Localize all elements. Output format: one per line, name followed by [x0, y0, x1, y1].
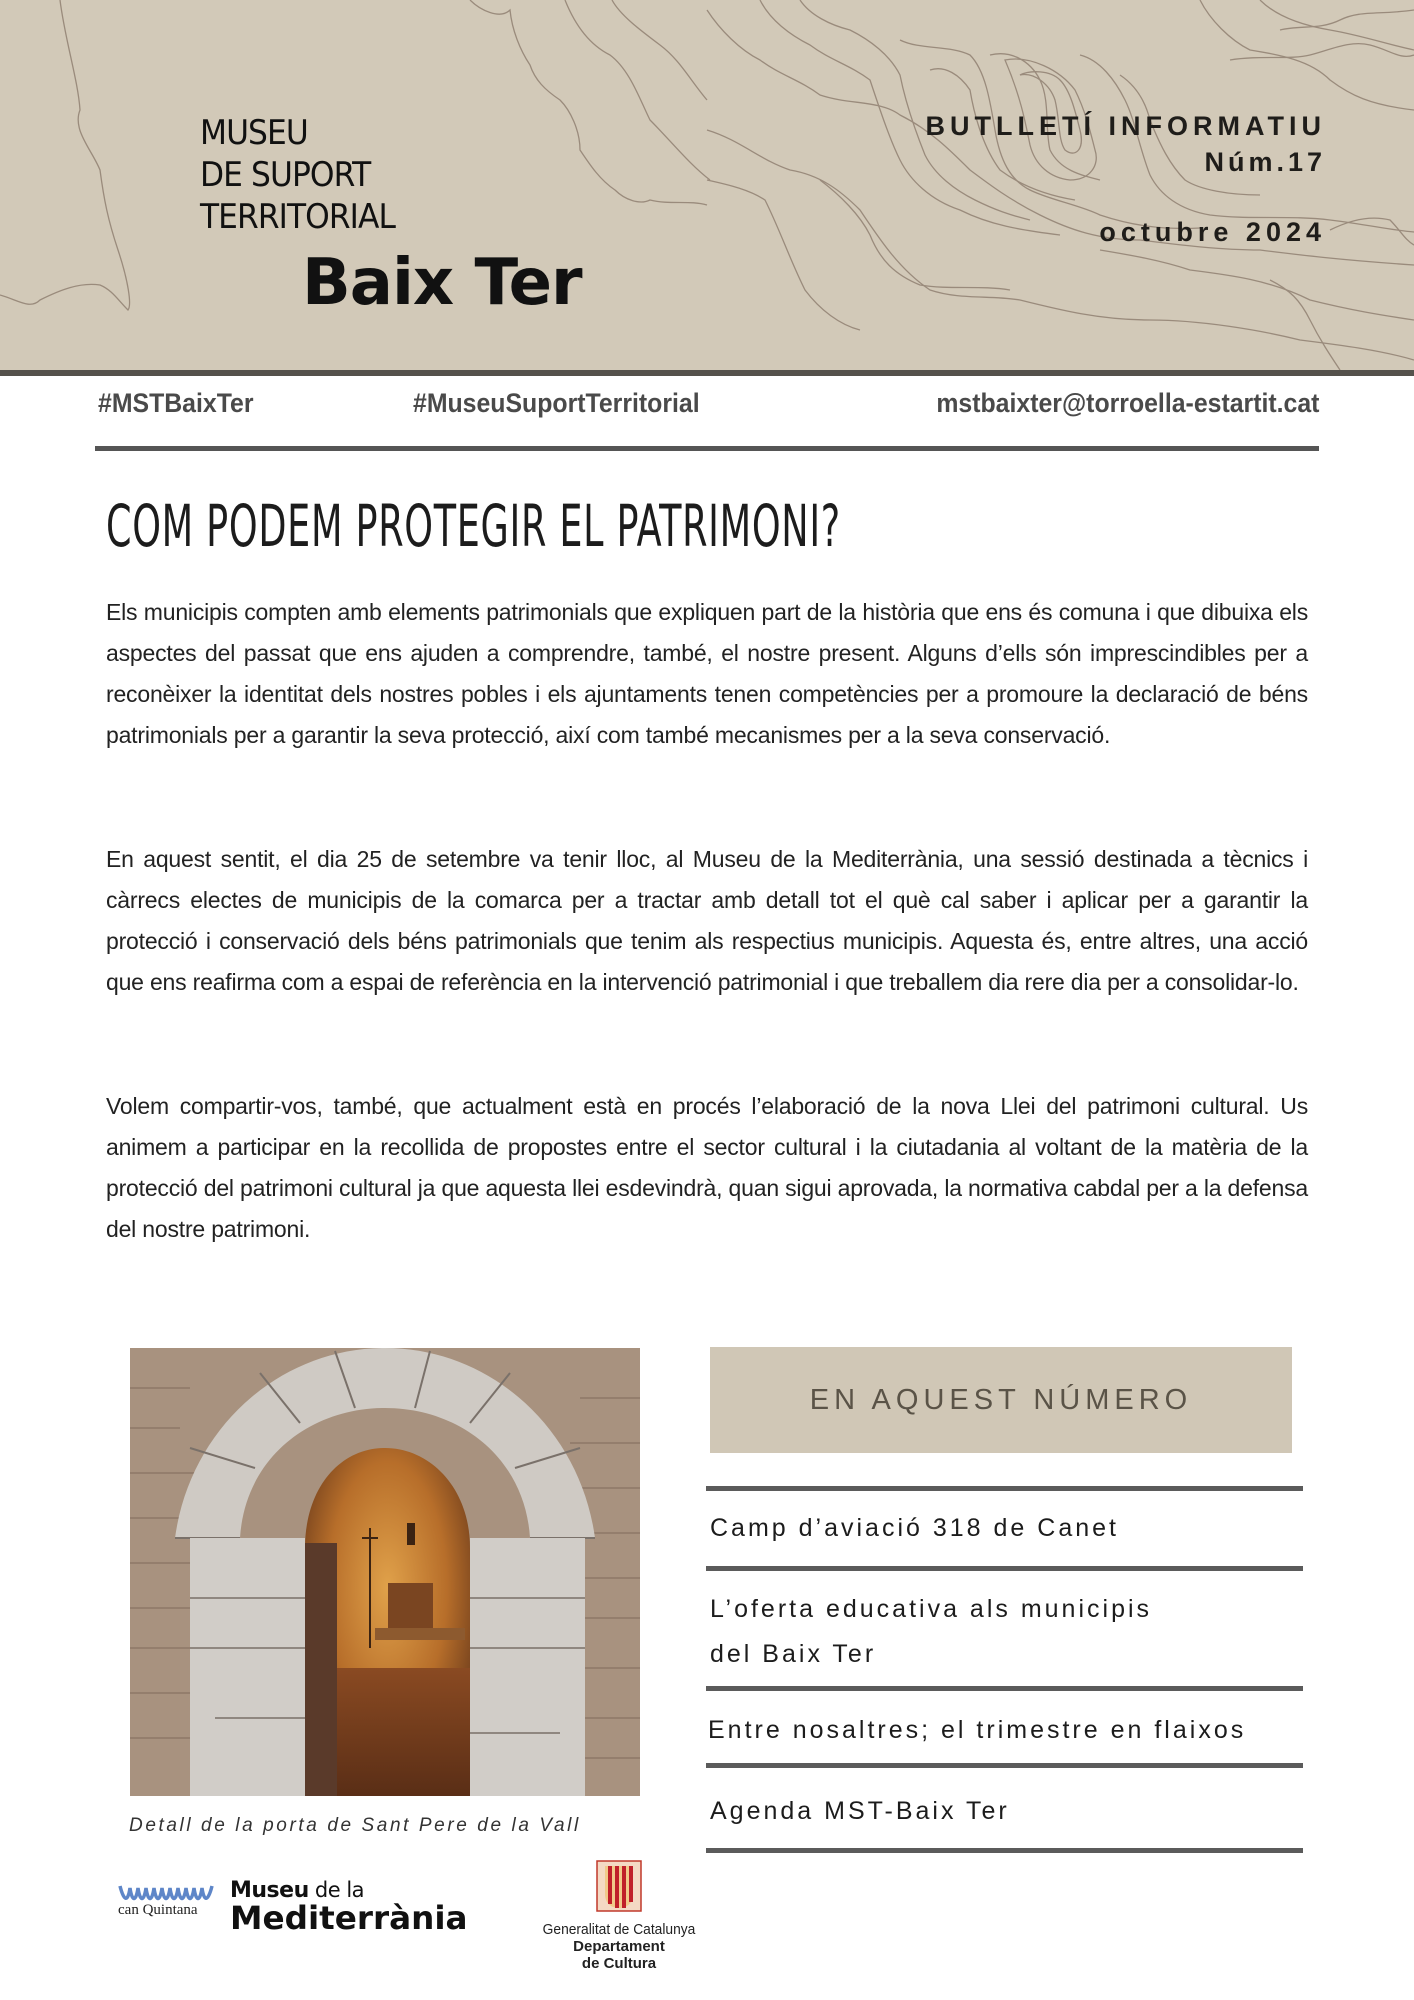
issue-number: Núm.17 — [1204, 147, 1326, 177]
logo-line-territorial: TERRITORIAL — [200, 197, 395, 237]
paragraph-text: En aquest sentit, el dia 25 de setembre va tenir lloc, al Museu de la Mediterrània, una sessió destinada a tècnics i càrrecs electes de municipis de la comarca per a tractar amb detall tot el què cal saber i aplicar per a garantir la protecció i conservació dels béns patrimonials que tenim als respectius municipis. Aquesta és, entre altres, una acció que ens reafirma com a espai de referència en la intervenció patrimonial i que treballem dia rere dia per a consolidar-lo. — [106, 846, 1308, 995]
toc-item-camp-aviacio[interactable]: Camp d’aviació 318 de Canet — [710, 1514, 1119, 1542]
de-la-label: de la — [308, 1878, 365, 1902]
issue-date: octubre 2024 — [1099, 217, 1326, 247]
in-this-issue-heading: EN AQUEST NÚMERO — [809, 1383, 1193, 1416]
museu-label: Museu — [230, 1878, 309, 1903]
toc-divider — [706, 1486, 1303, 1491]
logo-baix-ter: Baix Ter — [302, 246, 582, 320]
wave-icon — [118, 1882, 214, 1904]
header-divider — [0, 370, 1414, 376]
article-paragraph-1 — [106, 592, 1308, 756]
photo-caption: Detall de la porta de Sant Pere de la Vall — [129, 1815, 581, 1836]
hashtag-mstbaixter: #MSTBaixTer — [98, 388, 254, 418]
toc-divider — [706, 1566, 1303, 1571]
church-door-photo — [130, 1348, 640, 1796]
museu-mediterrania-logo — [230, 1878, 468, 1937]
generalitat-label: Generalitat de Catalunya — [542, 1921, 696, 1938]
issue-info — [926, 108, 1326, 250]
arched-doorway-illustration — [130, 1348, 640, 1796]
toc-divider — [706, 1763, 1303, 1768]
logo-line-museu: MUSEU — [200, 113, 308, 153]
paragraph-text: Volem compartir-vos, també, que actualment està en procés l’elaboració de la nova Llei del patrimoni cultural. Us animem a participar en la recollida de propostes entre el sector cultural i la ciutadania al voltant de la matèria de la protecció del patrimoni cultural ja que aquesta llei esdevindrà, quan sigui aprovada, la normativa cabdal per a la defensa del nostre patrimoni. — [106, 1093, 1308, 1242]
hashtag-museu-suport-territorial: #MuseuSuportTerritorial — [413, 388, 700, 418]
paragraph-text: Els municipis compten amb elements patrimonials que expliquen part de la història que ens és comuna i que dibuixa els aspectes del passat que ens ajuden a comprendre, també, el nostre present. Alguns d’ells són imprescindibles per a reconèixer la identitat dels nostres pobles i els ajuntaments tenen competències per a promoure la declaració de béns patrimonials per a garantir la seva protecció, així com també mecanismes per a la seva conservació. — [106, 599, 1308, 748]
toc-divider — [706, 1848, 1303, 1853]
tags-divider — [95, 446, 1319, 451]
partner-logos — [118, 1850, 718, 1980]
toc-item-entre-nosaltres[interactable]: Entre nosaltres; el trimestre en flaixos — [708, 1716, 1247, 1744]
newsletter-header — [0, 0, 1414, 370]
culture-label: de Cultura — [581, 1955, 657, 1972]
catalan-coat-of-arms-icon — [596, 1860, 642, 1912]
article-title: COM PODEM PROTEGIR EL PATRIMONI? — [106, 492, 841, 560]
toc-item-agenda[interactable]: Agenda MST-Baix Ter — [710, 1797, 1010, 1825]
mediterrania-label: Mediterrània — [230, 1899, 468, 1937]
article-paragraph-2 — [106, 839, 1308, 1003]
toc-item-oferta-educativa[interactable] — [710, 1587, 1152, 1677]
hashtag-row — [95, 388, 1319, 428]
toc-item-line: L’oferta educativa als municipis — [710, 1595, 1153, 1623]
logo-line-de-suport: DE SUPORT — [200, 155, 371, 195]
in-this-issue-heading-box — [710, 1347, 1292, 1453]
generalitat-logo — [526, 1860, 712, 1972]
museum-logo — [200, 112, 582, 320]
newsletter-label: BUTLLETÍ INFORMATIU — [925, 111, 1326, 141]
toc-divider — [706, 1686, 1303, 1691]
can-quintana-label: can Quintana — [118, 1902, 198, 1918]
department-label: Departament — [573, 1938, 665, 1955]
can-quintana-logo — [118, 1882, 214, 1919]
toc-item-line: del Baix Ter — [710, 1640, 877, 1668]
article-paragraph-3 — [106, 1086, 1308, 1250]
contact-email[interactable]: mstbaixter@torroella-estartit.cat — [935, 388, 1319, 418]
